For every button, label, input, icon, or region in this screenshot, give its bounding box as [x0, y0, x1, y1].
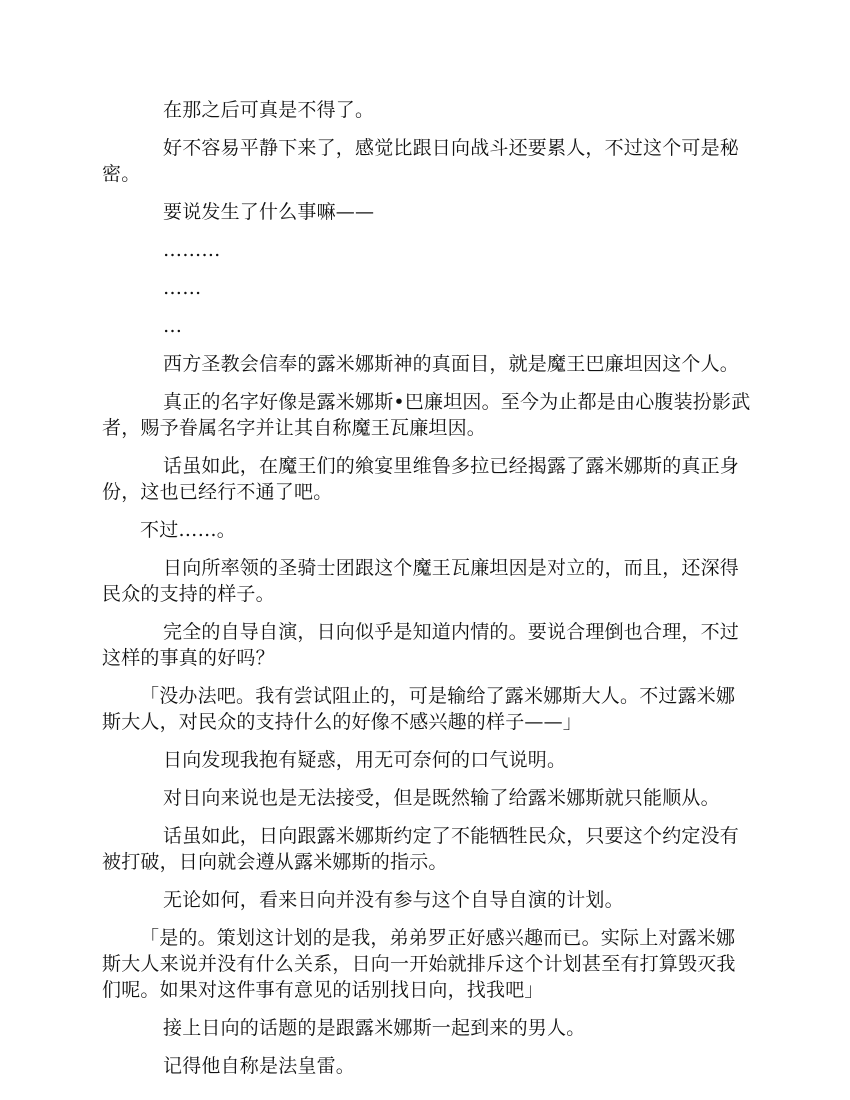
paragraph: 好不容易平静下来了，感觉比跟日向战斗还要累人，不过这个可是秘密。: [102, 137, 740, 185]
paragraph: 日向发现我抱有疑惑，用无可奈何的口气说明。: [163, 749, 567, 771]
paragraph: 要说发生了什么事嘛——: [163, 201, 375, 223]
ellipsis-line: ………: [163, 239, 221, 261]
ellipsis-line: ……: [163, 277, 202, 299]
dialogue-paragraph: 「是的。策划这计划的是我，弟弟罗正好感兴趣而已。实际上对露米娜斯大人来说并没有什么关系，日向一开始就排斥这个计划甚至有打算毁灭我们呢。如果对这件事有意见的话别找日向，找我吧」: [102, 927, 736, 1001]
paragraph: 真正的名字好像是露米娜斯•巴廉坦因。至今为止都是由心腹装扮影武者，赐予眷属名字并让其自称魔王瓦廉坦因。: [102, 391, 751, 439]
text-body: [102, 97, 752, 1091]
paragraph: 话虽如此，日向跟露米娜斯约定了不能牺牲民众，只要这个约定没有被打破，日向就会遵从露米娜斯的指示。: [102, 825, 740, 873]
paragraph: 完全的自导自演，日向似乎是知道内情的。要说合理倒也合理，不过这样的事真的好吗？: [102, 621, 740, 669]
paragraph: 无论如何，看来日向并没有参与这个自导自演的计划。: [163, 889, 624, 911]
ellipsis-line: …: [163, 315, 183, 337]
paragraph: 不过……。: [140, 519, 237, 541]
paragraph: 接上日向的话题的是跟露米娜斯一起到来的男人。: [163, 1017, 586, 1039]
paragraph: 话虽如此，在魔王们的飨宴里维鲁多拉已经揭露了露米娜斯的真正身份，这也已经行不通了吧。: [102, 455, 740, 503]
paragraph: 西方圣教会信奉的露米娜斯神的真面目，就是魔王巴廉坦因这个人。: [163, 353, 740, 375]
paragraph: 在那之后可真是不得了。: [163, 99, 375, 121]
paragraph: 对日向来说也是无法接受，但是既然输了给露米娜斯就只能顺从。: [163, 787, 720, 809]
dialogue-paragraph: 「没办法吧。我有尝试阻止的，可是输给了露米娜斯大人。不过露米娜斯大人，对民众的支持什么的好像不感兴趣的样子——」: [102, 685, 736, 733]
paragraph: 日向所率领的圣骑士团跟这个魔王瓦廉坦因是对立的，而且，还深得民众的支持的样子。: [102, 557, 740, 605]
paragraph: 记得他自称是法皇雷。: [163, 1055, 356, 1077]
